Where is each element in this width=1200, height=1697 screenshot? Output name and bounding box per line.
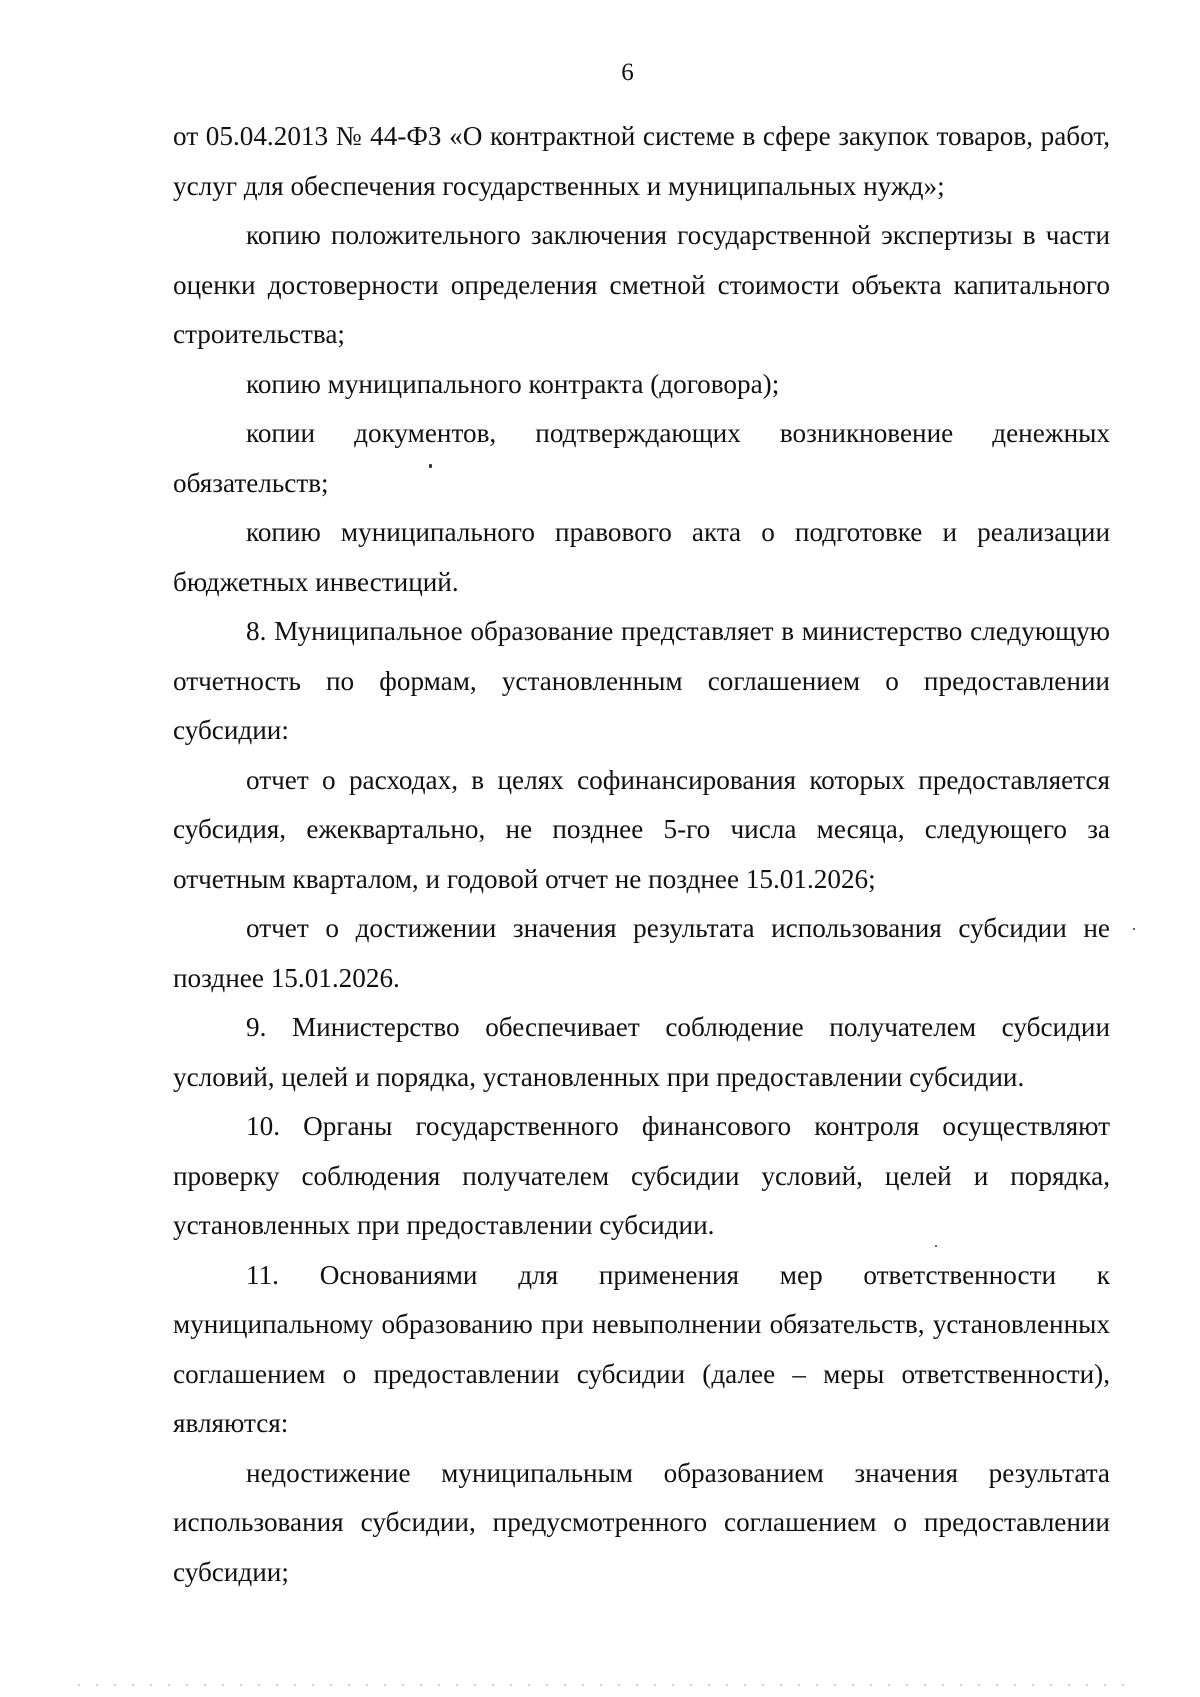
- paragraph-result-report: отчет о достижении значения результата использования субсидии не позднее 15.01.2026.: [173, 913, 1110, 993]
- scan-speck: [1133, 928, 1135, 930]
- paragraph-law-reference: от 05.04.2013 № 44-ФЗ «О контрактной системе в сфере закупок товаров, работ, услуг для обеспечения государственных и муниципальных нужд»;: [173, 121, 1110, 201]
- paragraph-item-8: 8. Муниципальное образование представляет в министерство следующую отчетность по формам, установленным соглашением о предоставлении субсидии:: [173, 616, 1110, 745]
- paragraph-legal-act-copy: копию муниципального правового акта о подготовке и реализации бюджетных инвестиций.: [173, 517, 1110, 597]
- scan-speck: [429, 464, 432, 468]
- document-body: [173, 112, 1110, 1597]
- page-number: 6: [621, 59, 634, 86]
- paragraph-expertise-copy: копию положительного заключения государственной экспертизы в части оценки достоверности определения сметной стоимости объекта капитального строительства;: [173, 220, 1110, 349]
- paragraph-expense-report: отчет о расходах, в целях софинансирования которых предоставляется субсидия, ежеквартально, не позднее 5-го числа месяца, следующего за отчетным кварталом, и годовой отчет не позднее 15.01.2026;: [173, 764, 1110, 894]
- paragraph-contract-copy: копию муниципального контракта (договора);: [246, 368, 780, 399]
- paragraph-non-achievement: недостижение муниципальным образованием значения результата использования субсидии, предусмотренного соглашением о предоставлении субсидии;: [173, 1457, 1110, 1587]
- scan-speck: [935, 1245, 937, 1247]
- scan-noise: [70, 1683, 1130, 1687]
- paragraph-item-10: 10. Органы государственного финансового контроля осуществляют проверку соблюдения получателем субсидии условий, целей и порядка, установленных при предоставлении субсидии.: [173, 1111, 1110, 1240]
- paragraph-item-11: 11. Основаниями для применения мер ответственности к муниципальному образованию при невыполнении обязательств, установленных соглашением о предоставлении субсидии (далее – меры ответственности), являются:: [173, 1259, 1110, 1438]
- paragraph-item-9: 9. Министерство обеспечивает соблюдение получателем субсидии условий, целей и порядка, установленных при предоставлении субсидии.: [173, 1012, 1110, 1092]
- paragraph-obligation-documents: копии документов, подтверждающих возникновение денежных обязательств;: [173, 418, 1110, 498]
